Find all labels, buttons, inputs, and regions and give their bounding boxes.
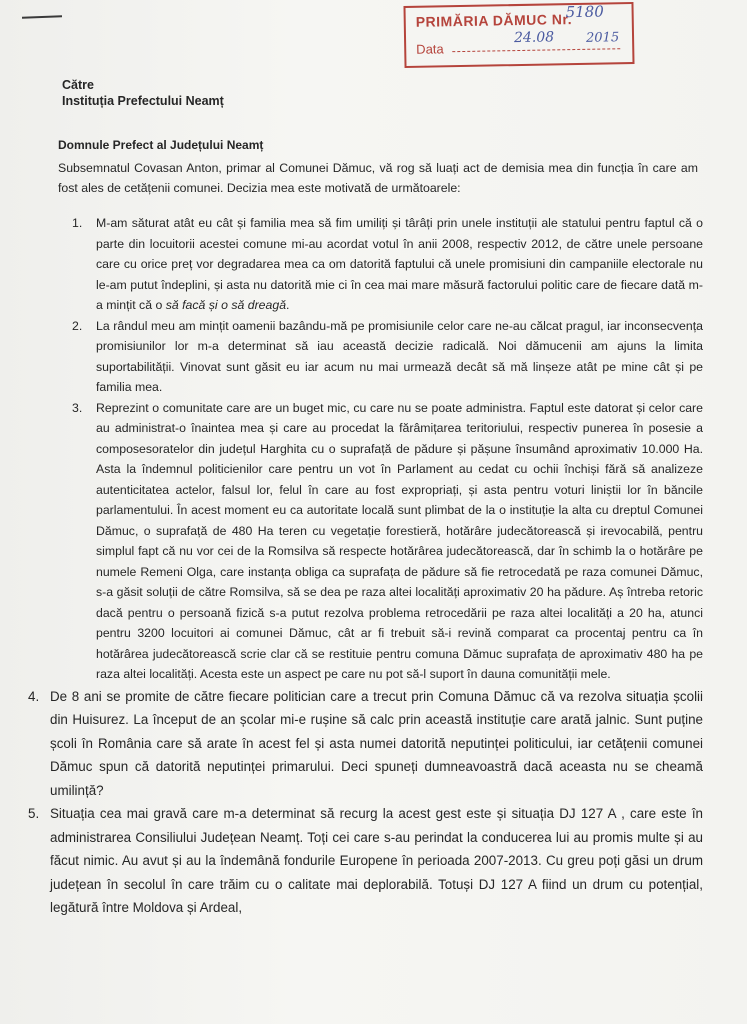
item-text: De 8 ani se promite de către fiecare politician care a trecut prin Comuna Dămuc că va rezolva situația școlii din Huisurez. La început de an școlar mi-e rușine să calc prin această instituție care arată jalnic. Sunt puține școli în România care să arate în acest fel și asta numei datorită neputinței politicului, iar cetățenii comunei Dămuc spun că datorită neputinței primarului. Deci spuneți dumneavoastră dacă aceasta nu se cheamă umilință? xyxy=(50,688,703,798)
item-text: Situația cea mai gravă care m-a determinat să recurg la acest gest este și situația DJ 127 A , care este în administrarea Consiliului Județean Neamț. Toți cei care s-au perindat la conducerea lui au promis multe și au făcut nimic. Au avut și au la îndemână fondurile Europene în perioada 2007-2013. Cu greu poți găsi un drum județean în secolul în care trăim cu o calitate mai deplorabilă. Totuși DJ 127 A fiind un drum cu potențial, legătură între Moldova și Ardeal, xyxy=(50,806,703,915)
salutation: Domnule Prefect al Județului Neamț xyxy=(58,138,264,152)
list-item xyxy=(58,398,703,685)
item-number: 4. xyxy=(28,688,40,704)
stamp-title: PRIMĂRIA DĂMUC Nr. xyxy=(415,11,573,30)
list-item xyxy=(28,685,703,803)
addressee-institution: Instituția Prefectului Neamț xyxy=(62,94,224,108)
item-text: La rândul meu am mințit oamenii bazându-mă pe promisiunile celor care ne-au călcat pragul, iar inconsecvența promisiunilor lor m-a determinat să iau această decizie radicală. Noi dămucenii am ajuns la limita suportabilității. Vinovat sunt găsit eu iar acum nu mai urmează decât să mă linșeze atât pe mine cât și pe familia mea. xyxy=(96,318,703,394)
list-item xyxy=(58,213,703,316)
list-item xyxy=(28,802,703,920)
item-text-tail: . xyxy=(286,298,290,312)
handwritten-dash xyxy=(22,15,62,18)
stamp-date: 24.08 xyxy=(513,29,555,47)
item-number: 2. xyxy=(72,318,83,333)
stamp-data-label: Data xyxy=(416,41,444,57)
stamp-date-line xyxy=(452,48,620,52)
item-number: 1. xyxy=(72,216,83,230)
stamp-year: 2015 xyxy=(585,30,620,46)
list-item xyxy=(58,316,703,398)
addressee-label: Către xyxy=(62,78,94,92)
item-text: Reprezint o comunitate care are un buget mic, cu care nu se poate administra. Faptul este datorat și celor care au administrat-o înaintea mea și care au procedat la fărâmițarea teritoriului, respectiv punerea în posesie a composesoratelor din județul Harghita cu o suprafață de pădure și pășune însumând aproximativ 10.000 Ha. Asta la îndemnul politicienilor care pentru un vot în Parlament au cedat cu ochii închiși fără să analizeze autenticitatea actelor, falsul lor, felul în care au fost expropriați, și asta pentru voturi liniștii lor în băncile parlamentului. În acest moment eu ca autoritate locală sunt plimbat de la o instituție la alta cu dreptul Comunei Dămuc, o suprafață de 480 Ha teren cu vegetație forestieră, hotărâre judecătorească și irevocabilă, pentru simplul fapt că nu vor cei de la Romsilva să respecte hotărârea judecătorească, dar în schimb la o hotărâre pe numele Remeni Olga, care instanța obliga ca suprafața de pădure să fie retrocedată pe raza comunei Dămuc, s-a găsit soluții de către Romsilva, să se dea pe raza altei localități aproximativ 20 ha pădure. Aș întreba retoric dacă pentru o persoană fizică s-a putut rezolva problema retrocedării pe raza altei localități a 20 ha, atunci pentru 3200 locuitori ai comunei Dămuc, cât ar fi trebuit să-i revină comparat ca procentaj pentru ca în hotărârea judecătorească scrie clar că se restituie pentru comuna Dămuc suprafața de aproximativ 480 ha pe raza altei localități. Acesta este un aspect pe care nu pot să-l suport în dauna comunității mele. xyxy=(96,400,703,681)
item-italic-text: să facă și o să dreagă xyxy=(165,298,287,312)
reasons-list xyxy=(28,213,703,920)
stamp-number: 5180 xyxy=(565,2,604,22)
item-number: 5. xyxy=(28,806,40,821)
item-text: M-am săturat atât eu cât și familia mea să fim umiliți și târâți prin unele instituții ale statului pentru faptul că o parte din locuitorii acestei comune mi-au acordat votul în anii 2008, respectiv 2012, de către unele persoane care cu orice preț vor degradarea mea ca om datorită faptului că unele promisiuni din campaniile electorale nu le-am putut îndeplini, și asta nu datorită mie ci în cea mai mare măsură factorului politic care de fiecare dată m-a mințit că o xyxy=(96,216,703,312)
intro-paragraph: Subsemnatul Covasan Anton, primar al Comunei Dămuc, vă rog să luați act de demisia mea din funcția în care am fost ales de cetățenii comunei. Decizia mea este motivată de următoarele: xyxy=(58,161,698,195)
registration-stamp xyxy=(403,2,634,68)
item-number: 3. xyxy=(72,400,83,415)
